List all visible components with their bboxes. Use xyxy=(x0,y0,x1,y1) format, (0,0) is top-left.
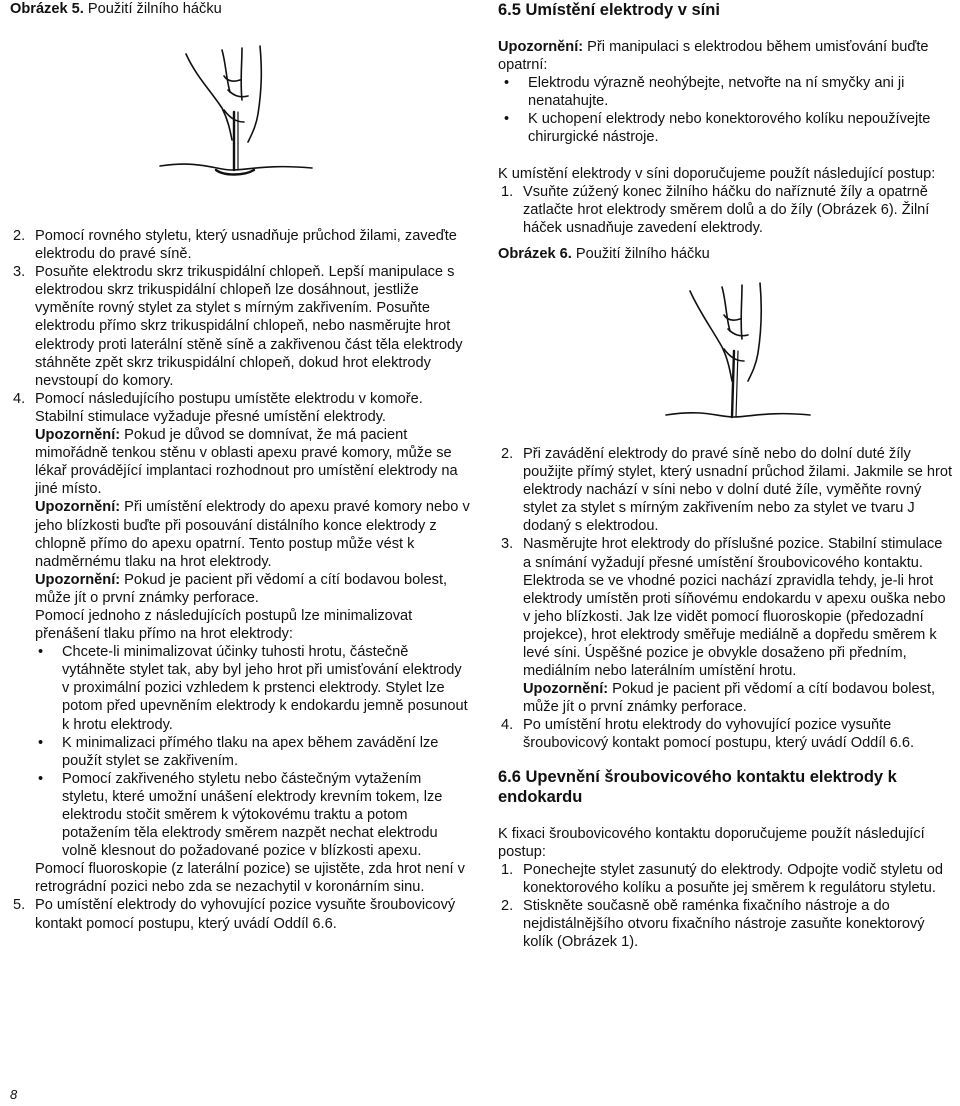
figure-6-vein-pick-illustration xyxy=(498,275,953,425)
step-3-paragraph: Elektroda se ve vhodné pozici nachází zpravidla tehdy, je-li hrot elektrody umístěn proti síňovému endokardu v apexu ouška nebo v jeho blízkosti. Jak lze vidět pomocí fluoroskopie (předozadní projekce), hrot elektrody směřuje mediálně a dopředu směrem k levé síni. Úspěšné pozice je obvykle dosaženo při předním, mediálním nebo laterálním umístění hrotu. xyxy=(523,572,946,680)
step-1-number: 1. xyxy=(501,183,514,200)
left-column xyxy=(10,0,470,933)
step-3-caution xyxy=(523,680,953,716)
caution-2-label: Upozornění: xyxy=(35,499,121,516)
figure-5-vein-pick-illustration xyxy=(10,30,470,180)
step-5-text: Po umístění elektrody do vyhovující pozice vysuňte šroubovicový kontakt pomocí postupu, který uvádí Oddíl 6.6. xyxy=(35,897,456,932)
section-6-6-title: 6.6 Upevnění šroubovicového kontaktu elektrody k endokardu xyxy=(498,767,897,806)
intro-6-6: K fixaci šroubovicového kontaktu doporučujeme použít následující postup: xyxy=(498,825,925,860)
section-6-5-title: 6.5 Umístění elektrody v síni xyxy=(498,1,720,19)
step-2-number: 2. xyxy=(13,228,26,244)
methods-intro: Pomocí jednoho z následujících postupů lze minimalizovat přenášení tlaku přímo na hrot elektrody: xyxy=(35,607,413,643)
step-3 xyxy=(10,263,470,390)
step-1-6-6 xyxy=(498,861,953,897)
bullet-dot-icon: • xyxy=(38,644,44,661)
step-2-6-6-number: 2. xyxy=(501,897,514,914)
step-2-6-6 xyxy=(498,897,953,951)
step-4-number: 4. xyxy=(501,717,514,734)
figure-5-title: Použití žilního háčku xyxy=(87,1,222,17)
figure-6-label: Obrázek 6. xyxy=(498,245,572,262)
caution-3-text: Pokud je pacient při vědomí a cítí bodavou bolest, může jít o první známky perforace. xyxy=(35,571,448,606)
step-4-6-5 xyxy=(498,716,953,752)
step-3-text: Posuňte elektrodu skrz trikuspidální chlopeň. Lepší manipulace s elektrodou skrz trikuspidální chlopeň lze dosáhnout, jestliže vyměníte rovný stylet za stylet s mírným zakřivením. Posuňte elektrodu přímo skrz trikuspidální chlopeň, nebo nasměrujte hrot elektrody proti laterální stěně síně a zakřivenou část těla elektrody stáhněte zpět skrz trikuspidální chlopeň, dokud hrot elektrody nevstoupí do komory. xyxy=(35,264,463,389)
step-3-caution-label: Upozornění: xyxy=(523,681,609,698)
caution-bullet-1 xyxy=(498,74,953,110)
page-number: 8 xyxy=(10,1087,18,1102)
caution-top xyxy=(498,38,953,74)
bullet-dot-icon: • xyxy=(38,770,44,787)
bullet-item-2 xyxy=(35,734,470,770)
caution-2 xyxy=(35,498,470,570)
caution-3-label: Upozornění: xyxy=(35,571,121,588)
caution-bullet-1-text: Elektrodu výrazně neohýbejte, netvořte na ní smyčky ani ji nenatahujte. xyxy=(528,75,905,110)
caution-3 xyxy=(35,571,470,607)
step-1-text: Vsuňte zúžený konec žilního háčku do naříznuté žíly a opatrně zatlačte hrot elektrody směrem dolů a do žíly (Obrázek 6). Žilní háček usnadňuje zavedení elektrody. xyxy=(523,183,930,236)
caution-2-text: Při umístění elektrody do apexu pravé komory nebo v jeho blízkosti buďte při posouvání distálního konce elektrody z chlopně přímo do apexu opatrní. Tento postup může vést k nadměrnému tlaku na hrot elektrody. xyxy=(35,499,470,570)
bullet-item-1 xyxy=(35,643,470,733)
caution-top-label: Upozornění: xyxy=(498,39,584,55)
caution-top-text: Při manipulaci s elektrodou během umisťování buďte opatrní: xyxy=(498,39,929,74)
step-2-6-6-text: Stiskněte současně obě raménka fixačního nástroje a do nejdistálnějšího otvoru fixačního nástroje zasuňte konektorový kolík (Obrázek 1). xyxy=(523,897,925,951)
step-1-6-6-number: 1. xyxy=(501,861,514,878)
step-3-number: 3. xyxy=(13,264,26,281)
step-4-text: Po umístění hrotu elektrody do vyhovující pozice vysuňte šroubovicový kontakt pomocí postupu, který uvádí Oddíl 6.6. xyxy=(523,717,914,752)
step-5 xyxy=(10,896,470,932)
step-3-6-5 xyxy=(498,535,953,571)
caution-1-text: Pokud je důvod se domnívat, že má pacient mimořádně tenkou stěnu v oblasti apexu pravé komory, může se lékař provádějící implantaci rozhodnout pro umístění elektrody na jiné místo. xyxy=(35,427,458,498)
step-4-body xyxy=(10,426,470,896)
caution-1-label: Upozornění: xyxy=(35,427,121,444)
step-2-number: 2. xyxy=(501,445,514,462)
step-5-number: 5. xyxy=(13,897,26,914)
right-column xyxy=(498,0,953,951)
intro-6-5: K umístění elektrody v síni doporučujeme použít následující postup: xyxy=(498,165,936,182)
caution-1 xyxy=(35,426,470,498)
caution-bullet-2-text: K uchopení elektrody nebo konektorového kolíku nepoužívejte chirurgické nástroje. xyxy=(528,111,931,146)
bullet-item-3 xyxy=(35,770,470,860)
bullet-dot-icon: • xyxy=(504,75,510,92)
step-4 xyxy=(10,390,470,426)
step-3-caution-text: Pokud je pacient při vědomí a cítí bodavou bolest, může jít o první známky perforace. xyxy=(523,681,936,716)
step-2-6-5 xyxy=(498,445,953,535)
step-3-body xyxy=(498,572,953,717)
step-4-text: Pomocí následujícího postupu umístěte elektrodu v komoře. Stabilní stimulace vyžaduje přesné umístění elektrody. xyxy=(35,390,423,425)
step-1-6-5 xyxy=(498,183,953,237)
step-3-number: 3. xyxy=(501,536,514,553)
figure-6-title: Použití žilního háčku xyxy=(575,245,710,262)
step-3-text: Nasměrujte hrot elektrody do příslušné pozice. Stabilní stimulace a snímání vyžadují přesné umístění šroubovicového kontaktu. xyxy=(523,536,943,571)
bullet-item-2-text: K minimalizaci přímého tlaku na apex během zavádění lze použít stylet se zakřivením. xyxy=(62,734,439,769)
bullet-dot-icon: • xyxy=(38,734,44,751)
step-4-number: 4. xyxy=(13,390,26,407)
step-2-text: Při zavádění elektrody do pravé síně nebo do dolní duté žíly použijte přímý stylet, který usnadní průchod žilami. Jakmile se hrot elektrody nachází v síni nebo v dolní duté žíle, vyměňte rovný stylet za stylet s mírným zakřivením nebo za stylet ve tvaru J dodaný s elektrodou. xyxy=(523,445,953,535)
step-2 xyxy=(10,227,470,263)
figure-5-caption xyxy=(10,0,470,18)
bullet-item-1-text: Chcete-li minimalizovat účinky tuhosti hrotu, částečně vytáhněte stylet tak, aby byl jeho hrot při umisťování elektrody v proximální pozici vzhledem k prstenci elektrody. Stylet lze potom před upevněním elektrody k endokardu jemně posunout k hrotu elektrody. xyxy=(62,644,468,733)
step-2-text: Pomocí rovného styletu, který usnadňuje průchod žilami, zaveďte elektrodu do pravé síně. xyxy=(35,228,457,263)
step-1-6-6-text: Ponechejte stylet zasunutý do elektrody. Odpojte vodič styletu od konektorového kolíku a posuňte jej směrem k regulátoru styletu. xyxy=(523,861,943,896)
bullet-dot-icon: • xyxy=(504,111,510,128)
caution-bullet-2 xyxy=(498,110,953,146)
bullet-item-3-text: Pomocí zakřiveného styletu nebo částečným vytažením styletu, které umožní unášení elektrody krevním tokem, lze elektrodu stočit směrem k výtokovému traktu a potom potažením těla elektrody směrem nazpět nechat elektrodu volně klesnout do požadované pozice v blízkosti apexu. xyxy=(62,770,443,860)
figure-6-caption xyxy=(498,245,953,263)
fluoro-text: Pomocí fluoroskopie (z laterální pozice) se ujistěte, zda hrot není v retrográdní pozici nebo zda se nezachytil v koronárním sinu. xyxy=(35,861,465,896)
figure-5-label: Obrázek 5. xyxy=(10,1,84,17)
